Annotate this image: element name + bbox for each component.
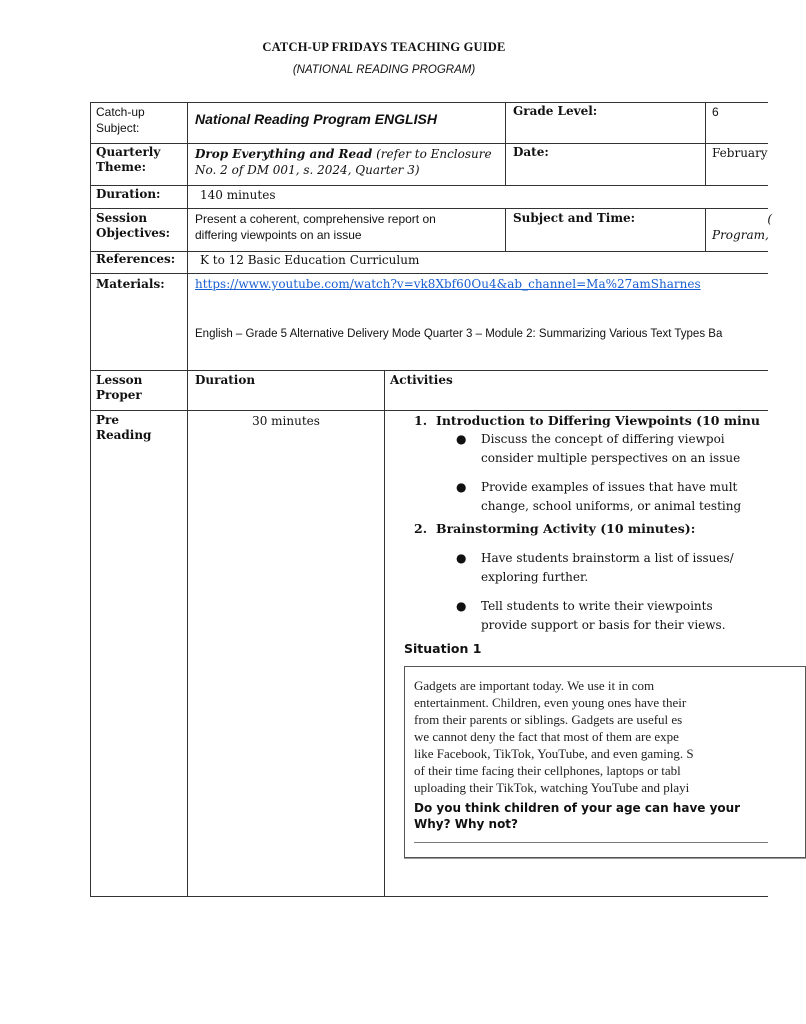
- pre-reading-label: Pre Reading: [96, 413, 152, 442]
- pre-reading-duration: 30 minutes: [252, 414, 320, 428]
- lesson-proper-label: Lesson Proper: [96, 373, 143, 402]
- duration-column-header: Duration: [195, 373, 256, 387]
- situation-1-label: Situation 1: [404, 641, 482, 656]
- activity-1-number: 1.: [414, 413, 428, 428]
- bullet-icon: ●: [456, 432, 467, 446]
- subject-and-time-value: ( Program,: [712, 212, 772, 242]
- quarterly-theme-label: Quarterly Theme:: [96, 145, 161, 174]
- catch-up-subject-label: Catch-up Subject:: [96, 105, 145, 135]
- situation-paragraph-line: like Facebook, TikTok, YouTube, and even gaming. S: [414, 746, 694, 761]
- materials-module-text: English – Grade 5 Alternative Delivery Mode Quarter 3 – Module 2: Summarizing Various Text Types Ba: [195, 328, 723, 340]
- duration-value: 140 minutes: [200, 188, 276, 202]
- bullet-icon: ●: [456, 480, 467, 494]
- session-objectives-label: Session Objectives:: [96, 211, 171, 240]
- situation-paragraph-line: uploading their TikTok, watching YouTube and playi: [414, 780, 690, 795]
- materials-youtube-link[interactable]: https://www.youtube.com/watch?v=vk8Xbf60Ou4&ab_channel=Ma%27amSharnes: [195, 277, 701, 291]
- references-label: References:: [96, 252, 176, 266]
- situation-paragraph-line: from their parents or siblings. Gadgets are useful es: [414, 712, 683, 727]
- duration-label: Duration:: [96, 187, 161, 201]
- catch-up-subject-value: National Reading Program ENGLISH: [195, 111, 437, 127]
- activity-1-title: Introduction to Differing Viewpoints (10 minu: [436, 413, 760, 428]
- situation-paragraph-line: Gadgets are important today. We use it in com: [414, 678, 655, 693]
- bullet-icon: ●: [456, 551, 467, 565]
- grade-level-label: Grade Level:: [513, 104, 598, 118]
- activity-2-number: 2.: [414, 521, 428, 536]
- situation-paragraph-line: we cannot deny the fact that most of them are expe: [414, 729, 679, 744]
- date-value: February: [712, 146, 768, 160]
- materials-label: Materials:: [96, 277, 165, 291]
- document-subtitle: (NATIONAL READING PROGRAM): [292, 64, 476, 76]
- activities-column-header: Activities: [390, 373, 453, 387]
- session-objectives-value: Present a coherent, comprehensive report on differing viewpoints on an issue: [195, 212, 436, 242]
- references-value: K to 12 Basic Education Curriculum: [200, 253, 420, 267]
- activity-2-title: Brainstorming Activity (10 minutes):: [436, 521, 696, 536]
- situation-question-followup: Why? Why not?: [414, 817, 519, 831]
- bullet-icon: ●: [456, 599, 467, 613]
- quarterly-theme-value: Drop Everything and Read (refer to Enclosure No. 2 of DM 001, s. 2024, Quarter 3): [195, 147, 492, 177]
- situation-question: Do you think children of your age can have your: [414, 801, 741, 815]
- situation-paragraph-line: of their time facing their cellphones, laptops or tabl: [414, 763, 681, 778]
- answer-line[interactable]: [414, 842, 768, 843]
- document-title: CATCH-UP FRIDAYS TEACHING GUIDE: [262, 40, 506, 54]
- date-label: Date:: [513, 145, 549, 159]
- grade-level-value: 6: [712, 105, 719, 119]
- situation-paragraph-line: entertainment. Children, even young ones have their: [414, 695, 687, 710]
- subject-and-time-label: Subject and Time:: [513, 211, 636, 225]
